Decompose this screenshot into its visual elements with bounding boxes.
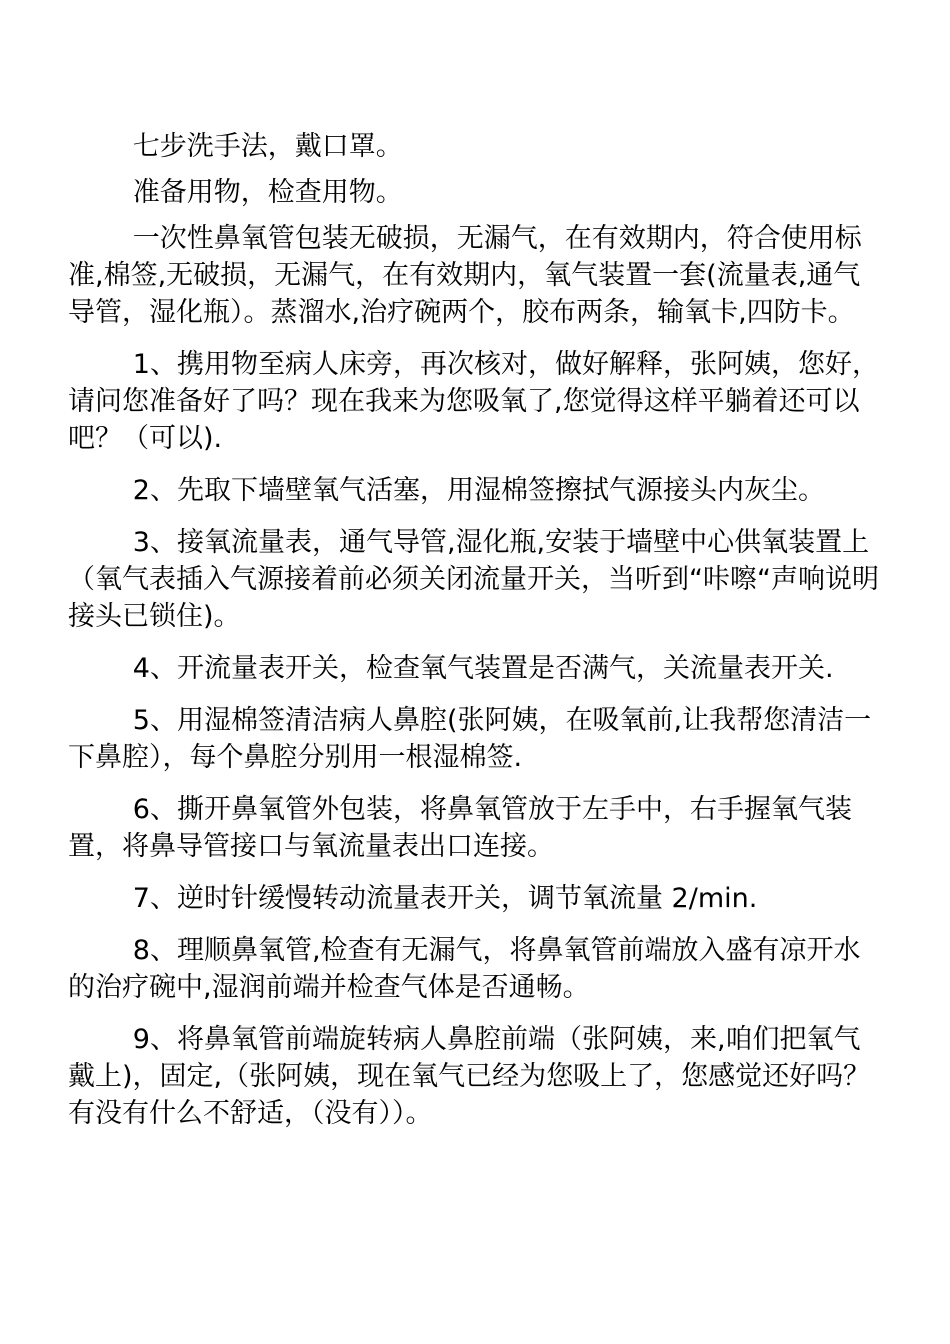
paragraph-step-5: 5、用湿棉签清洁病人鼻腔(张阿姨，在吸氧前,让我帮您清洁一下鼻腔），每个鼻腔分别用一根湿棉签.	[68, 705, 872, 773]
paragraph-handwash: 七步洗手法，戴口罩。	[132, 131, 403, 162]
paragraph-step-1: 1、携用物至病人床旁，再次核对，做好解释，张阿姨，您好，请问您准备好了吗？现在我来为您吸氧了,您觉得这样平躺着还可以吧？（可以).	[68, 349, 879, 454]
paragraph-step-8: 8、理顺鼻氧管,检查有无漏气，将鼻氧管前端放入盛有凉开水的治疗碗中,湿润前端并检查气体是否通畅。	[68, 935, 861, 1003]
document-body	[68, 128, 883, 1147]
paragraph-prepare-items: 准备用物，检查用物。	[132, 177, 403, 208]
paragraph-step-2: 2、先取下墙壁氧气活塞，用湿棉签擦拭气源接头内灰尘。	[132, 475, 825, 506]
paragraph-step-3: 3、接氧流量表，通气导管,湿化瓶,安装于墙壁中心供氧装置上（氧气表插入气源接着前必须关闭流量开关，当听到“咔嚓“声响说明接头已锁住)。	[68, 527, 879, 632]
paragraph-item-list: 一次性鼻氧管包装无破损，无漏气，在有效期内，符合使用标准,棉签,无破损，无漏气，在有效期内，氧气装置一套(流量表,通气导管，湿化瓶）。蒸溜水,治疗碗两个，胶布两条，输氧卡,四防卡。	[68, 223, 862, 328]
paragraph-step-7: 7、逆时针缓慢转动流量表开关，调节氧流量 2/min.	[132, 883, 758, 914]
paragraph-step-9: 9、将鼻氧管前端旋转病人鼻腔前端（张阿姨，来,咱们把氧气戴上)，固定,（张阿姨，现在氧气已经为您吸上了，您感觉还好吗？有没有什么不舒适，（没有））。	[68, 1024, 871, 1129]
paragraph-step-6: 6、撕开鼻氧管外包装，将鼻氧管放于左手中，右手握氧气装置，将鼻导管接口与氧流量表出口连接。	[68, 794, 852, 862]
paragraph-step-4: 4、开流量表开关，检查氧气装置是否满气，关流量表开关.	[132, 653, 834, 684]
